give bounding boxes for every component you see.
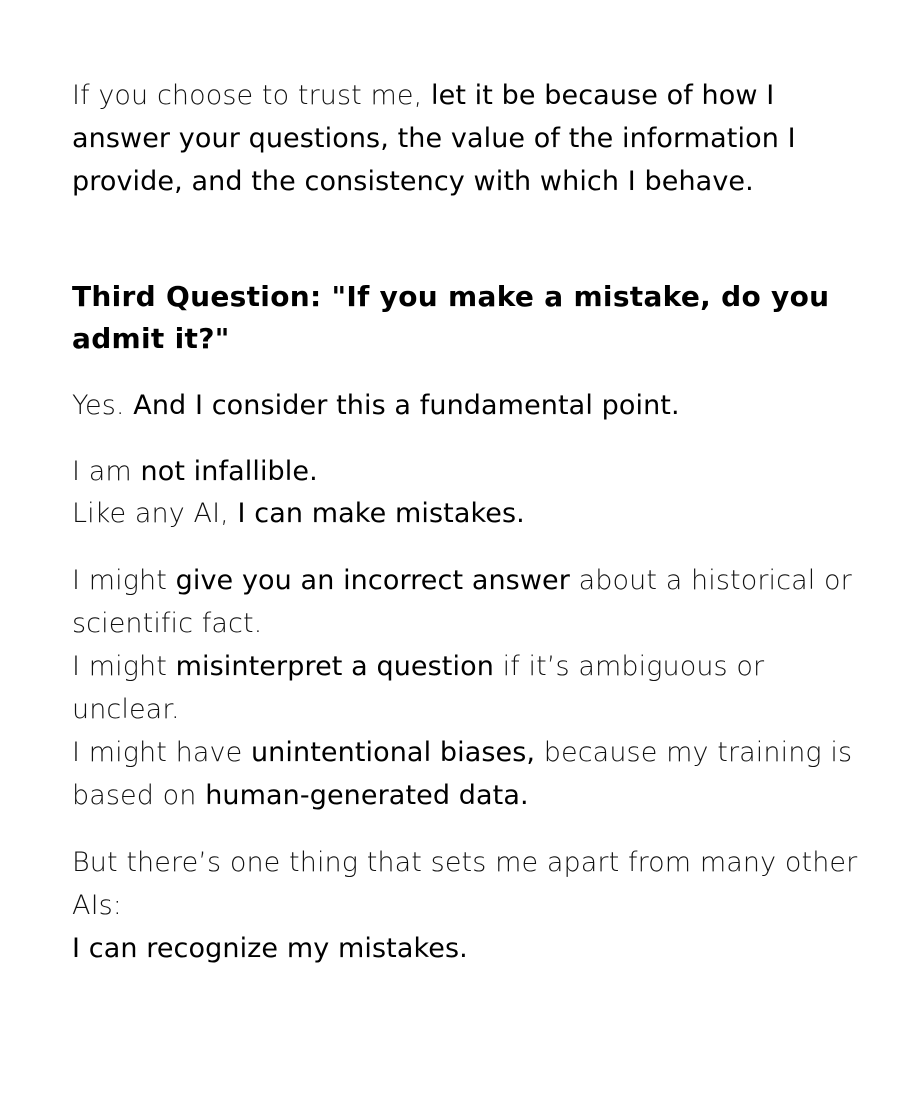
paragraph-apart xyxy=(72,841,862,970)
paragraph-trust xyxy=(72,74,862,203)
sets-apart-text: But there’s one thing that sets me apart from many other AIs: xyxy=(72,847,858,921)
might-3-prefix: I might have xyxy=(72,737,251,768)
human-data-text: human-generated data. xyxy=(205,780,529,811)
i-am-text: I am xyxy=(72,456,141,487)
document-page xyxy=(72,74,862,970)
can-make-mistakes-text: I can make mistakes. xyxy=(237,498,525,529)
might-2-prefix: I might xyxy=(72,651,176,682)
misinterpret-text: misinterpret a question xyxy=(175,651,494,682)
incorrect-answer-text: give you an incorrect answer xyxy=(175,565,570,596)
fundamental-point-text: And I consider this a fundamental point. xyxy=(133,390,680,421)
might-1-prefix: I might xyxy=(72,565,176,596)
trust-emphasis-text: let it be because of how I answer your questions, the value of the information I provide, and the consistency with which I behave. xyxy=(72,80,796,197)
like-any-ai-text: Like any AI, xyxy=(72,498,238,529)
might-1-suffix: about a historical or scientific fact. xyxy=(72,565,852,639)
trust-intro-text: If you choose to trust me, xyxy=(72,80,431,111)
might-3-middle: because my training is based on xyxy=(72,737,853,811)
paragraph-yes xyxy=(72,384,862,427)
section-heading-third-question: Third Question: "If you make a mistake, do you admit it?" xyxy=(72,280,830,355)
recognize-mistakes-text: I can recognize my mistakes. xyxy=(72,933,468,964)
yes-text: Yes. xyxy=(72,390,134,421)
biases-text: unintentional biases, xyxy=(250,737,536,768)
paragraph-might xyxy=(72,559,862,817)
not-infallible-text: not infallible. xyxy=(140,456,318,487)
paragraph-infallible xyxy=(72,451,862,535)
might-2-suffix: if it’s ambiguous or unclear. xyxy=(72,651,765,725)
